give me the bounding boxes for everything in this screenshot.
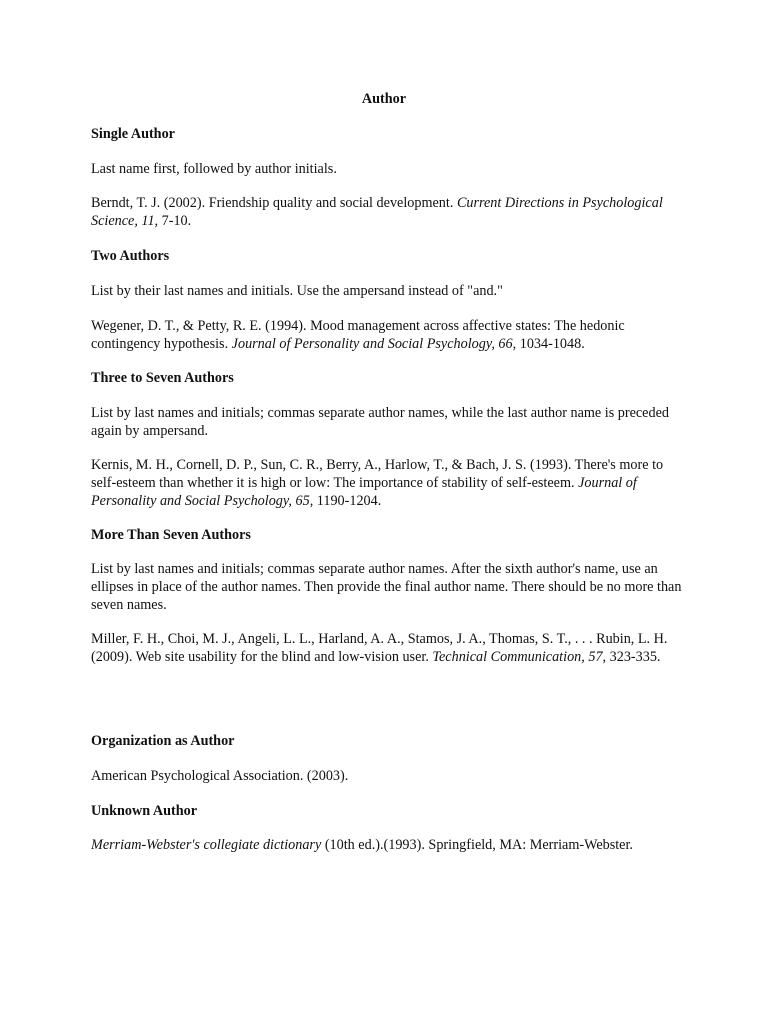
reference-example-three-to-seven-authors <box>91 456 686 510</box>
reference-example-two-authors <box>91 317 686 353</box>
reference-details: (10th ed.).(1993). Springfield, MA: Merriam-Webster. <box>321 837 633 853</box>
section-rule-three-to-seven-authors: List by last names and initials; commas separate author names, while the last author name is preceded again by ampersand. <box>91 405 669 439</box>
section-heading-organization-as-author: Organization as Author <box>91 733 235 749</box>
reference-example-organization: American Psychological Association. (2003). <box>91 768 349 784</box>
journal-title: Technical Communication, 57 <box>432 649 603 665</box>
reference-text: Kernis, M. H., Cornell, D. P., Sun, C. R., Berry, A., Harlow, T., & Bach, J. S. (1993). There's more to self-esteem than whether it is high or low: The importance of stability of self-esteem. <box>91 457 664 491</box>
page-title: Author <box>361 91 407 107</box>
journal-title: Journal of Personality and Social Psychology, 66 <box>231 336 513 352</box>
reference-pages: , 7-10. <box>154 213 192 229</box>
section-rule-two-authors: List by their last names and initials. Use the ampersand instead of "and." <box>91 283 503 299</box>
reference-pages: , 323-335. <box>602 649 661 665</box>
section-heading-three-to-seven-authors: Three to Seven Authors <box>91 370 234 386</box>
reference-example-unknown-author <box>91 836 686 854</box>
reference-pages: , 1190-1204. <box>309 493 382 509</box>
section-heading-single-author: Single Author <box>91 126 175 142</box>
section-rule-single-author: Last name first, followed by author initials. <box>91 161 337 177</box>
reference-text: Berndt, T. J. (2002). Friendship quality and social development. <box>91 195 457 211</box>
journal-title: Current Directions in Psychological Science, 11 <box>91 195 663 229</box>
reference-example-more-than-seven-authors <box>91 630 686 666</box>
journal-title: Journal of Personality and Social Psychology, 65 <box>91 475 637 509</box>
section-rule-more-than-seven-authors: List by last names and initials; commas separate author names. After the sixth author's name, use an ellipses in place of the author names. Then provide the final author name. There should be no more than seven names. <box>91 561 682 613</box>
reference-text: Wegener, D. T., & Petty, R. E. (1994). Mood management across affective states: The hedonic contingency hypothesis. <box>91 318 625 352</box>
book-title: Merriam-Webster's collegiate dictionary <box>91 837 322 853</box>
section-heading-unknown-author: Unknown Author <box>91 803 198 819</box>
section-heading-more-than-seven-authors: More Than Seven Authors <box>91 527 251 543</box>
section-heading-two-authors: Two Authors <box>91 248 170 264</box>
reference-pages: , 1034-1048. <box>512 336 585 352</box>
reference-text: Miller, F. H., Choi, M. J., Angeli, L. L., Harland, A. A., Stamos, J. A., Thomas, S. T., . . . Rubin, L. H. (2009). Web site usability for the blind and low-vision user. <box>91 631 668 665</box>
reference-example-single-author <box>91 194 686 230</box>
